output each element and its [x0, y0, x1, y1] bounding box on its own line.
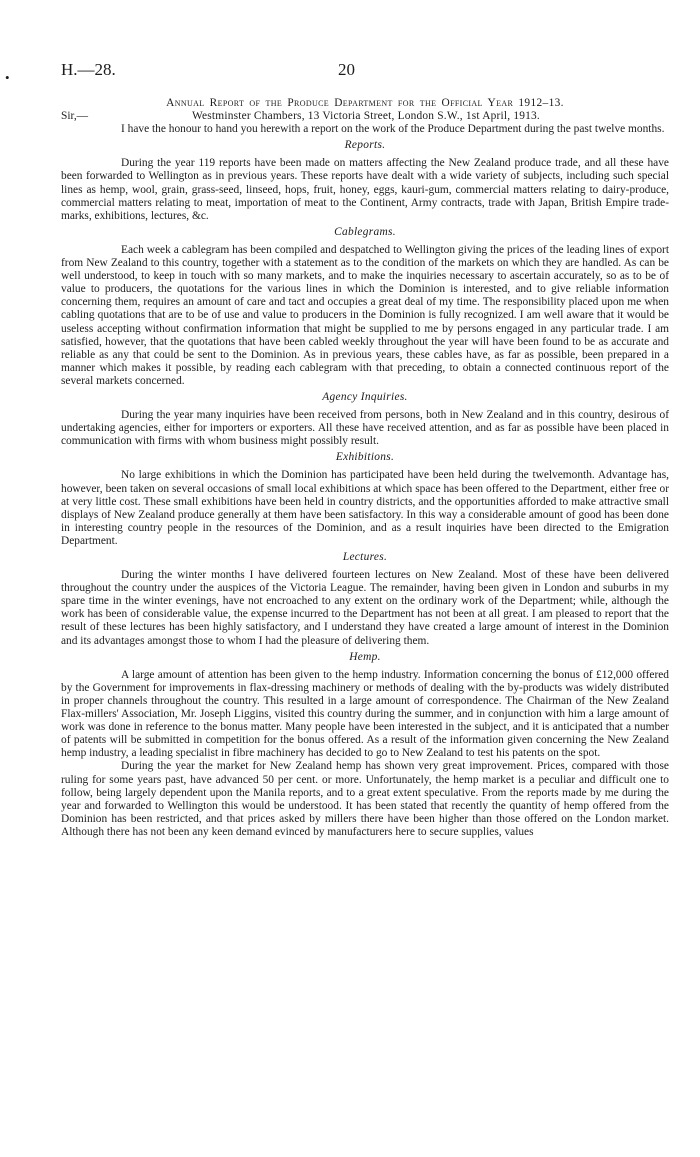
document-reference: H.—28.: [61, 60, 116, 79]
section-heading-cablegrams: Cablegrams.: [334, 225, 396, 238]
section-heading-hemp: Hemp.: [349, 650, 381, 663]
section-heading-lectures: Lectures.: [342, 551, 388, 563]
section-heading-exhibitions: Exhibitions.: [335, 451, 395, 464]
paragraph-hemp-bonus: A large amount of attention has been given to the hemp industry. Information concerning the bonus of £12,000 offered by the Government for improvements in flax-dressing machinery or methods of dealing with the by-products was widely distributed in proper channels throughout the country. This resulted in a large amount of correspondence. The Chairman of the New Zealand Flax-millers' Association, Mr. Joseph Liggins, visited this country during the summer, and in conjunction with him a large amount of work was done in reference to the bonus matter. Many people have been interested in the subject, and it is anticipated that a number of patents will be submitted in competition for the bonus offered. As a result of the information given concerning the New Zealand hemp industry, a leading specialist in fibre machinery has decided to go to New Zealand to test his patents on the spot.: [61, 668, 669, 760]
paragraph-cablegrams: Each week a cablegram has been compiled and despatched to Wellington giving the prices of the leading lines of export from New Zealand to this country, together with a statement as to the condition of the markets on which they are handled. As can be well understood, to keep in touch with so many markets, and to make the inquiries necessary to ascertain accurately, so as to be of value to producers, the quotations for the various lines in which the Dominion is interested, and to give reliable information concerning them, requires an amount of care and tact and occupies a great deal of my time. The responsibility placed upon me when cabling quotations that are to be of use and value to producers in the Dominion is fully recognized. I am well aware that it would be useless accepting without confirmation information that might be supplied to me by persons engaged in any particular trade. I am satisfied, however, that the quotations that have been cabled weekly throughout the year will have been found to be as accurate and reliable as any that could be sent to the Dominion. As in previous years, these cables have, as far as possible, been prepared in a manner which makes it possible, by reading each cablegram with that preceding, to obtain a connected continuous report of the several markets concerned.: [61, 243, 669, 387]
section-heading-reports: Reports.: [344, 139, 386, 152]
page-number: 20: [338, 60, 355, 79]
salutation: Sir,—: [61, 110, 89, 123]
paragraph-hemp-market: During the year the market for New Zealand hemp has shown very great improvement. Prices, compared with those ruling for some years past, have advanced 50 per cent. or more. Unfortunately, the hemp market is a peculiar and difficult one to follow, being largely dependent upon the Manila reports, and to a great extent speculative. From the reports made by me during the year and forwarded to Wellington this would be understood. It has been stated that recently the quantity of hemp offered from the Dominion has been restricted, and that prices asked by millers there have been higher than those offered on the London market. Although there has not been any keen demand evinced by manufacturers here to secure supplies, values: [61, 760, 669, 838]
paragraph-reports: During the year 119 reports have been made on matters affecting the New Zealand produce trade, and all these have been forwarded to Wellington as in previous years. These reports have dealt with a wide variety of subjects, including such special lines as hemp, wool, grain, grass-seed, linseed, hops, fruit, honey, eggs, kauri-gum, commercial matters relating to dairy-produce, commercial matters relating to meat, importation of meat to the Continent, Army contracts, trade with Japan, British Empire trade-marks, exhibitions, lectures, &c.: [61, 157, 669, 222]
paragraph-agency-inquiries: During the year many inquiries have been received from persons, both in New Zealand and in this country, desirous of undertaking agencies, either for importers or exporters. All these have received attention, and as far as possible have been placed in communication with firms with whom business might possibly result.: [61, 409, 669, 448]
paragraph-lectures: During the winter months I have delivered fourteen lectures on New Zealand. Most of these have been delivered throughout the country under the auspices of the Victoria League. The remainder, having been given in London and suburbs in my spare time in the winter evenings, have not encroached to any extent on the ordinary work of the Department; while, although the work has been of considerable value, the expense incurred to the Department has not been at all great. I am pleased to report that the result of these lectures has been highly satisfactory, and I understand they have created a large amount of interest in the Dominion and its advantages amongst those to whom I had the pleasure of delivering them.: [61, 569, 669, 647]
intro-paragraph: I have the honour to hand you herewith a report on the work of the Produce Department during the past twelve months.: [121, 123, 665, 136]
address-line: [61, 110, 669, 123]
margin-bullet: •: [5, 70, 10, 85]
section-heading-agency-inquiries: Agency Inquiries.: [322, 390, 408, 403]
sender-address: Westminster Chambers, 13 Victoria Street, London S.W., 1st April, 1913.: [192, 110, 540, 123]
report-title: Annual Report of the Produce Department for the Official Year 1912–13.: [166, 97, 564, 109]
report-body: [61, 97, 669, 839]
paragraph-exhibitions: No large exhibitions in which the Dominion has participated have been held during the twelvemonth. Advantage has, however, been taken on several occasions of small local exhibitions at which space has been offered to the Department, either free or at very little cost. These small exhibitions have been held in country districts, and the opportunities afforded to make attractive small displays of New Zealand produce generally at them have been satisfactory. In this way a considerable amount of good has been done in interesting country people in the resources of the Dominion, and as a result inquiries have been directed to the Emigration Department.: [61, 469, 669, 547]
